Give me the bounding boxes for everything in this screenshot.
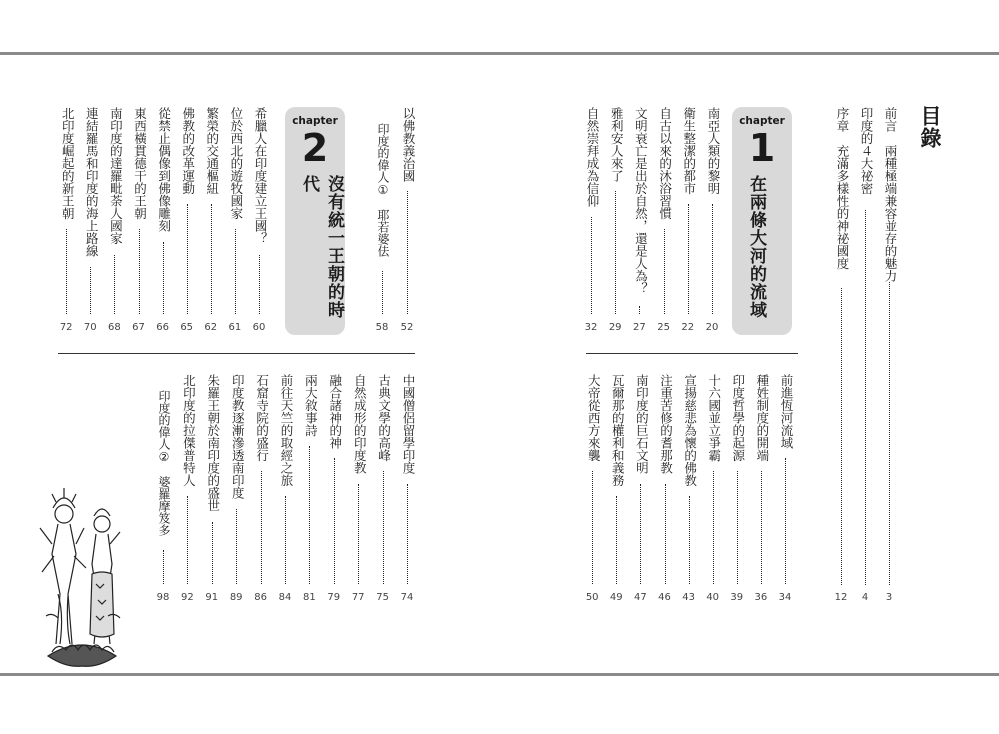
dot-leader bbox=[382, 271, 383, 314]
dot-leader bbox=[285, 496, 286, 584]
page-number: 27 bbox=[633, 322, 646, 333]
toc-entry[interactable]: 自然成形的印度教 bbox=[352, 374, 368, 474]
toc-entry[interactable]: 融合諸神的神 bbox=[327, 374, 343, 449]
page-number: 25 bbox=[657, 322, 670, 333]
toc-entry[interactable]: 注重苦修的耆那教 bbox=[658, 374, 674, 474]
dot-leader bbox=[90, 267, 91, 314]
toc-entry[interactable]: 前進恆河流域 bbox=[779, 374, 794, 449]
toc-entry[interactable]: 雅利安人來了 bbox=[609, 107, 625, 182]
page-number: 81 bbox=[303, 592, 316, 603]
section-divider bbox=[58, 353, 415, 354]
page-number: 91 bbox=[205, 592, 219, 603]
dot-leader bbox=[235, 229, 236, 314]
dot-leader bbox=[309, 446, 310, 585]
dot-leader bbox=[712, 204, 713, 314]
dot-leader bbox=[785, 458, 786, 584]
page-number: 65 bbox=[180, 322, 194, 333]
page-number: 20 bbox=[705, 322, 719, 333]
dot-leader bbox=[163, 550, 164, 584]
dot-leader bbox=[236, 509, 237, 584]
toc-entry[interactable]: 南亞人類的黎明 bbox=[706, 107, 721, 195]
dot-leader bbox=[211, 204, 212, 314]
page-number: 67 bbox=[132, 322, 145, 333]
page-number: 89 bbox=[229, 592, 243, 603]
dot-leader bbox=[689, 496, 690, 584]
dot-leader bbox=[407, 484, 408, 584]
dot-leader bbox=[139, 229, 140, 314]
toc-entry[interactable]: 印度的偉人② 婆羅摩笈多 bbox=[157, 390, 171, 536]
dot-leader bbox=[592, 471, 593, 584]
toc-entry[interactable]: 自古以來的沐浴習慣 bbox=[657, 107, 673, 220]
page-number: 49 bbox=[609, 592, 623, 603]
toc-entry[interactable]: 印度教逐漸滲透南印度 bbox=[230, 374, 246, 499]
chapter-number: 1 bbox=[748, 126, 776, 170]
page-number: 68 bbox=[108, 322, 121, 333]
toc-entry[interactable]: 瓦爾那的權利和義務 bbox=[610, 374, 626, 487]
right-page bbox=[500, 60, 999, 670]
chapter-title: 在兩條大河的流域 bbox=[746, 175, 766, 319]
dot-leader bbox=[212, 522, 213, 584]
dot-leader bbox=[407, 191, 408, 314]
dot-leader bbox=[163, 242, 164, 314]
dot-leader bbox=[66, 229, 67, 314]
page-number: 50 bbox=[585, 592, 599, 603]
dot-leader bbox=[334, 458, 335, 584]
page-number: 66 bbox=[156, 322, 169, 333]
dot-leader bbox=[761, 471, 762, 584]
chapter-title: 沒有統一王朝的時代 bbox=[299, 175, 344, 319]
page-number: 77 bbox=[351, 592, 365, 603]
top-rule bbox=[0, 52, 999, 55]
dot-leader bbox=[358, 484, 359, 584]
page-number: 3 bbox=[885, 592, 893, 603]
page-number: 62 bbox=[204, 322, 218, 333]
page-number: 84 bbox=[278, 592, 292, 603]
toc-entry[interactable]: 以佛教義治國 bbox=[401, 107, 416, 182]
toc-entry[interactable]: 前往天竺的取經之旅 bbox=[279, 374, 294, 487]
page-number: 29 bbox=[608, 322, 622, 333]
hindu-deity-illustration bbox=[38, 484, 126, 668]
dot-leader bbox=[865, 210, 866, 585]
page-number: 47 bbox=[634, 592, 647, 603]
page-number: 75 bbox=[376, 592, 389, 603]
front-entry[interactable]: 前言 兩種極端兼容並存的魅力 bbox=[883, 107, 898, 282]
toc-entry[interactable]: 古典文學的高峰 bbox=[376, 374, 392, 462]
page-number: 46 bbox=[658, 592, 671, 603]
toc-entry[interactable]: 宣揚慈悲為懷的佛教 bbox=[682, 374, 698, 487]
page-number: 52 bbox=[400, 322, 414, 333]
page-number: 92 bbox=[181, 592, 194, 603]
dot-leader bbox=[591, 217, 592, 314]
page-number: 39 bbox=[730, 592, 744, 603]
page-number: 22 bbox=[681, 322, 695, 333]
dot-leader bbox=[187, 204, 188, 314]
page-number: 32 bbox=[584, 322, 598, 333]
toc-entry[interactable]: 佛教的改革運動 bbox=[180, 107, 196, 195]
toc-entry[interactable]: 兩大敘事詩 bbox=[303, 374, 319, 437]
left-page bbox=[0, 60, 500, 670]
toc-entry[interactable]: 南印度的巨石文明 bbox=[634, 374, 650, 474]
dot-leader bbox=[615, 191, 616, 314]
toc-entry[interactable]: 從禁止偶像到佛像雕刻 bbox=[156, 107, 172, 232]
dot-leader bbox=[114, 255, 115, 314]
toc-entry[interactable]: 自然崇拜成為信仰 bbox=[585, 107, 600, 207]
toc-entry[interactable]: 衛生整潔的都市 bbox=[681, 107, 697, 195]
page-number: 4 bbox=[861, 592, 869, 603]
chapter2-box bbox=[285, 107, 345, 335]
bottom-rule bbox=[0, 673, 999, 676]
toc-entry[interactable]: 中國僧侶留學印度 bbox=[401, 374, 416, 474]
front-entry[interactable]: 印度的４大祕密 bbox=[859, 107, 874, 195]
dot-leader bbox=[261, 471, 262, 584]
page-number: 79 bbox=[327, 592, 341, 603]
toc-entry[interactable]: 連結羅馬和印度的海上路線 bbox=[84, 107, 100, 257]
page-number: 70 bbox=[83, 322, 97, 333]
toc-entry[interactable]: 十六國並立爭霸 bbox=[706, 374, 722, 462]
page-number: 12 bbox=[834, 592, 848, 603]
dot-leader bbox=[665, 484, 666, 584]
toc-title: 目錄 bbox=[918, 105, 942, 149]
toc-entry[interactable]: 大帝從西方來襲 bbox=[586, 374, 602, 462]
dot-leader bbox=[187, 496, 188, 584]
dot-leader bbox=[664, 229, 665, 314]
chapter-number: 2 bbox=[301, 126, 329, 170]
toc-entry[interactable]: 印度的偉人① 耶若婆佉 bbox=[376, 123, 390, 257]
page-number: 98 bbox=[156, 592, 170, 603]
toc-entry[interactable]: 希臘人在印度建立王國？ bbox=[253, 107, 268, 245]
toc-entry[interactable]: 東西橫貫德干的王朝 bbox=[132, 107, 148, 220]
page-number: 40 bbox=[706, 592, 720, 603]
page-number: 74 bbox=[400, 592, 414, 603]
front-entry[interactable]: 序章 充滿多樣性的神祕國度 bbox=[835, 107, 850, 270]
toc-entry[interactable]: 朱羅王朝於南印度的盛世 bbox=[205, 374, 221, 512]
page-number: 61 bbox=[228, 322, 242, 333]
dot-leader bbox=[841, 288, 842, 585]
page-number: 43 bbox=[682, 592, 695, 603]
dot-leader bbox=[737, 471, 738, 584]
toc-entry[interactable]: 印度哲學的起源 bbox=[730, 374, 746, 462]
dot-leader bbox=[639, 306, 640, 315]
page-number: 58 bbox=[375, 322, 389, 333]
dot-leader bbox=[383, 471, 384, 584]
toc-entry[interactable]: 種姓制度的開端 bbox=[754, 374, 770, 462]
dot-leader bbox=[688, 204, 689, 314]
toc-entry[interactable]: 北印度崛起的新王朝 bbox=[60, 107, 76, 220]
toc-entry[interactable]: 北印度的拉傑普特人 bbox=[181, 374, 197, 487]
section-divider bbox=[586, 353, 798, 354]
page-number: 86 bbox=[254, 592, 267, 603]
toc-entry[interactable]: 南印度的達羅毗荼人國家 bbox=[108, 107, 124, 245]
dot-leader bbox=[259, 255, 260, 314]
toc-entry[interactable]: 石窟寺院的盛行 bbox=[254, 374, 270, 462]
page-number: 34 bbox=[778, 592, 792, 603]
dot-leader bbox=[889, 282, 890, 585]
page-number: 60 bbox=[252, 322, 266, 333]
chapter-label: chapter bbox=[739, 115, 785, 127]
chapter1-box bbox=[732, 107, 792, 335]
toc-entry[interactable]: 繁榮的交通樞紐 bbox=[204, 107, 220, 195]
chapter-label: chapter bbox=[292, 115, 338, 127]
dot-leader bbox=[616, 496, 617, 584]
toc-entry[interactable]: 位於西北的遊牧國家 bbox=[228, 107, 244, 220]
dot-leader bbox=[713, 471, 714, 584]
dot-leader bbox=[640, 484, 641, 584]
page-number: 36 bbox=[754, 592, 768, 603]
toc-entry[interactable]: 文明衰亡是出於自然，還是人為？ bbox=[633, 107, 649, 295]
page-number: 72 bbox=[59, 322, 73, 333]
